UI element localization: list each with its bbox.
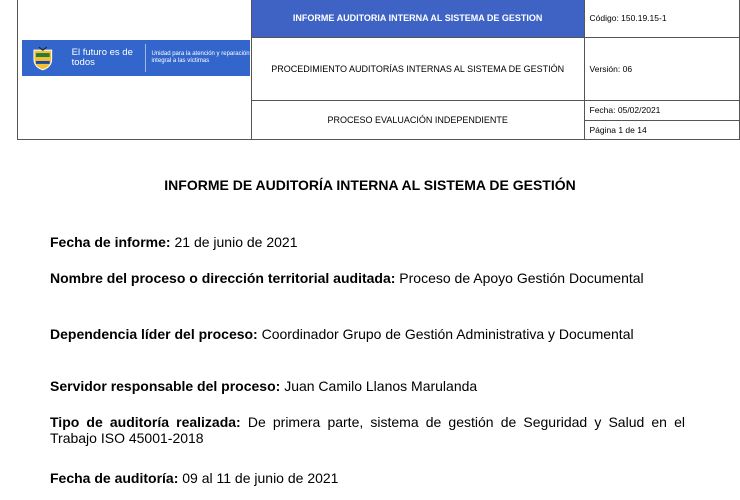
- logo-entity-name: Unidad para la atención y reparación integral a las víctimas: [151, 51, 250, 64]
- field-value: Coordinador Grupo de Gestión Administrativa y Documental: [261, 326, 634, 342]
- field-value: De primera parte, sistema de gestión de Seguridad y Salud en el Trabajo ISO 45001-2018: [50, 414, 685, 446]
- field-label: Fecha de informe:: [50, 234, 171, 250]
- field-report-date: [50, 234, 685, 250]
- field-lead-unit: [50, 326, 685, 342]
- logo-slogan: El futuro es de todos: [71, 47, 133, 68]
- field-value: 21 de junio de 2021: [174, 234, 298, 250]
- field-process-name: [50, 270, 685, 286]
- field-audit-date: [50, 470, 685, 486]
- field-value: 09 al 11 de junio de 2021: [182, 470, 339, 486]
- field-label: Tipo de auditoría realizada:: [50, 414, 241, 430]
- logo-cell: [18, 0, 252, 140]
- field-label: Dependencia líder del proceso:: [50, 326, 258, 342]
- version-cell: Versión: 06: [584, 38, 739, 101]
- field-responsible: [50, 378, 685, 394]
- entity-logo: [22, 40, 250, 76]
- field-label: Servidor responsable del proceso:: [50, 378, 281, 394]
- code-cell: Código: 150.19.15-1: [584, 0, 739, 38]
- field-value: Proceso de Apoyo Gestión Documental: [399, 270, 644, 286]
- field-value: Juan Camilo Llanos Marulanda: [284, 378, 478, 394]
- logo-divider: [145, 44, 146, 72]
- procedure-cell: PROCEDIMIENTO AUDITORÍAS INTERNAS AL SISTEMA DE GESTIÓN: [251, 38, 584, 101]
- document-title: INFORME DE AUDITORÍA INTERNA AL SISTEMA DE GESTIÓN: [164, 177, 576, 193]
- coat-of-arms-icon: [30, 45, 56, 71]
- document-header-table: [17, 0, 740, 140]
- date-cell: Fecha: 05/02/2021: [584, 101, 739, 121]
- page-number-cell: Página 1 de 14: [584, 120, 739, 140]
- field-label: Nombre del proceso o dirección territorial auditada:: [50, 270, 396, 286]
- report-title-cell: INFORME AUDITORIA INTERNA AL SISTEMA DE GESTION: [251, 0, 584, 38]
- field-label: Fecha de auditoría:: [50, 470, 179, 486]
- process-cell: PROCESO EVALUACIÓN INDEPENDIENTE: [251, 101, 584, 140]
- field-audit-type: [50, 414, 685, 446]
